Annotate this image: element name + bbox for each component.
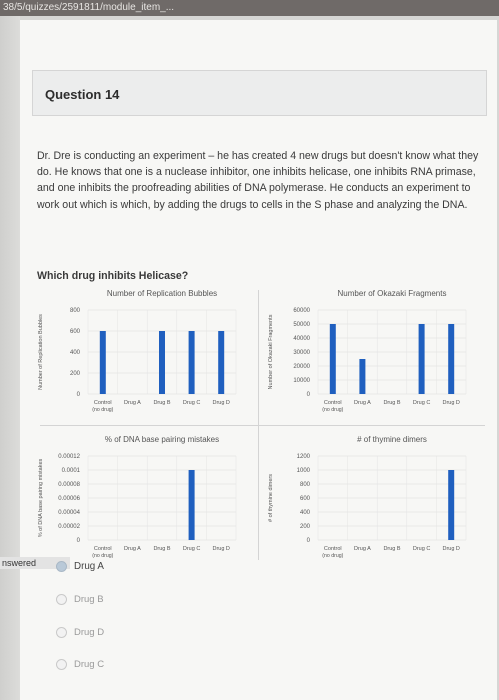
x-tick-label: Control — [323, 400, 342, 406]
answer-label: Drug C — [74, 659, 105, 670]
y-tick-label: 200 — [69, 371, 80, 377]
chart-replication-bubbles — [30, 282, 252, 422]
y-tick-label: 0 — [306, 392, 310, 398]
x-tick-label: Drug D — [442, 400, 460, 406]
x-tick-label: Drug B — [153, 400, 171, 406]
chart-base-pairing-mistakes — [30, 428, 252, 568]
answer-radio[interactable] — [56, 659, 67, 670]
answer-label: Drug D — [74, 627, 105, 638]
x-tick-sublabel: (no drug) — [92, 553, 114, 559]
y-tick-label: 400 — [69, 350, 80, 356]
x-tick-label: Drug A — [353, 400, 371, 406]
answer-label: Drug A — [74, 561, 104, 572]
bar — [359, 359, 365, 394]
chart-thymine-dimers — [260, 428, 482, 568]
y-tick-label: 0 — [306, 538, 310, 544]
chart-title: % of DNA base pairing mistakes — [104, 435, 220, 444]
y-tick-label: 800 — [69, 308, 80, 314]
y-tick-label: 0.00008 — [58, 482, 80, 488]
y-tick-label: 400 — [299, 510, 310, 516]
answer-radio[interactable] — [56, 561, 67, 572]
chart-title: Number of Okazaki Fragments — [337, 289, 447, 298]
answer-option-drug-b[interactable] — [50, 592, 250, 610]
y-tick-label: 0 — [76, 538, 80, 544]
chart-title: # of thymine dimers — [357, 435, 427, 444]
x-tick-sublabel: (no drug) — [322, 407, 344, 413]
y-tick-label: 0.00002 — [58, 524, 80, 530]
y-tick-label: 0 — [76, 392, 80, 398]
y-tick-label: 600 — [299, 496, 310, 502]
y-tick-label: 1000 — [296, 468, 310, 474]
x-tick-label: Drug A — [123, 546, 141, 552]
x-tick-label: Control — [323, 546, 342, 552]
y-tick-label: 40000 — [293, 336, 310, 342]
x-tick-label: Drug A — [353, 546, 371, 552]
y-tick-label: 50000 — [293, 322, 310, 328]
bar — [189, 331, 195, 394]
question-header — [32, 70, 487, 116]
answer-option-drug-a[interactable] — [50, 559, 250, 577]
answer-radio[interactable] — [56, 627, 67, 638]
x-tick-sublabel: (no drug) — [322, 553, 344, 559]
x-tick-label: Drug C — [412, 400, 431, 406]
x-tick-label: Drug C — [412, 546, 431, 552]
question-title: Question 14 — [45, 87, 120, 102]
question-text: Dr. Dre is conducting an experiment – he has created 4 new drugs but doesn't know what they do. He knows that one is a nuclease inhibitor, one inhibits helicase, one inhibits RNA primase, and one inhibits the proofreading abilities of DNA polymerase. He conducts an experiment to work out which is which, by adding the drugs to cells in the S phase and analyzing the DNA. — [37, 150, 479, 211]
y-tick-label: 30000 — [293, 350, 310, 356]
chart-svg — [260, 428, 482, 568]
question-prompt — [37, 270, 188, 282]
answer-radio[interactable] — [56, 594, 67, 605]
x-tick-label: Drug B — [383, 400, 401, 406]
x-tick-label: Drug D — [212, 400, 230, 406]
y-tick-label: 1200 — [296, 454, 310, 460]
chart-svg — [30, 282, 252, 422]
y-axis-label: # of thymine dimers — [268, 474, 274, 522]
bar — [419, 324, 425, 394]
y-axis-label: % of DNA base pairing mistakes — [38, 458, 44, 538]
bar — [100, 331, 106, 394]
y-tick-label: 600 — [69, 329, 80, 335]
question-prompt-text: Which drug inhibits Helicase? — [37, 270, 189, 282]
chart-title: Number of Replication Bubbles — [106, 289, 218, 298]
x-tick-label: Drug C — [182, 546, 201, 552]
answer-option-drug-c[interactable] — [50, 657, 250, 675]
chart-divider-horizontal — [40, 425, 485, 426]
y-tick-label: 10000 — [293, 378, 310, 384]
answer-label: Drug B — [74, 594, 104, 605]
bar — [448, 470, 454, 540]
bar — [189, 470, 195, 540]
y-tick-label: 0.00006 — [58, 496, 80, 502]
chart-svg — [260, 282, 482, 422]
x-tick-label: Drug B — [153, 546, 171, 552]
bar — [159, 331, 165, 394]
x-tick-label: Drug C — [182, 400, 201, 406]
x-tick-label: Drug D — [442, 546, 460, 552]
y-axis-label: Number of Replication Bubbles — [38, 314, 44, 390]
x-tick-label: Drug B — [383, 546, 401, 552]
y-tick-label: 200 — [299, 524, 310, 530]
y-tick-label: 60000 — [293, 308, 310, 314]
x-tick-label: Control — [93, 546, 112, 552]
chart-svg — [30, 428, 252, 568]
chart-okazaki-fragments — [260, 282, 482, 422]
bar — [448, 324, 454, 394]
answered-label: nswered — [0, 557, 70, 569]
x-tick-sublabel: (no drug) — [92, 407, 114, 413]
left-margin — [0, 16, 20, 700]
y-tick-label: 0.00012 — [58, 454, 80, 460]
x-tick-label: Drug A — [123, 400, 141, 406]
answer-option-drug-d[interactable] — [50, 625, 250, 643]
x-tick-label: Control — [93, 400, 112, 406]
y-axis-label: Number of Okazaki Fragments — [268, 314, 274, 390]
y-tick-label: 20000 — [293, 364, 310, 370]
bar — [330, 324, 336, 394]
bar — [218, 331, 224, 394]
y-tick-label: 0.0001 — [61, 468, 80, 474]
x-tick-label: Drug D — [212, 546, 230, 552]
y-tick-label: 0.00004 — [58, 510, 80, 516]
browser-url-bar[interactable]: 38/5/quizzes/2591811/module_item_... — [0, 0, 499, 16]
y-tick-label: 800 — [299, 482, 310, 488]
